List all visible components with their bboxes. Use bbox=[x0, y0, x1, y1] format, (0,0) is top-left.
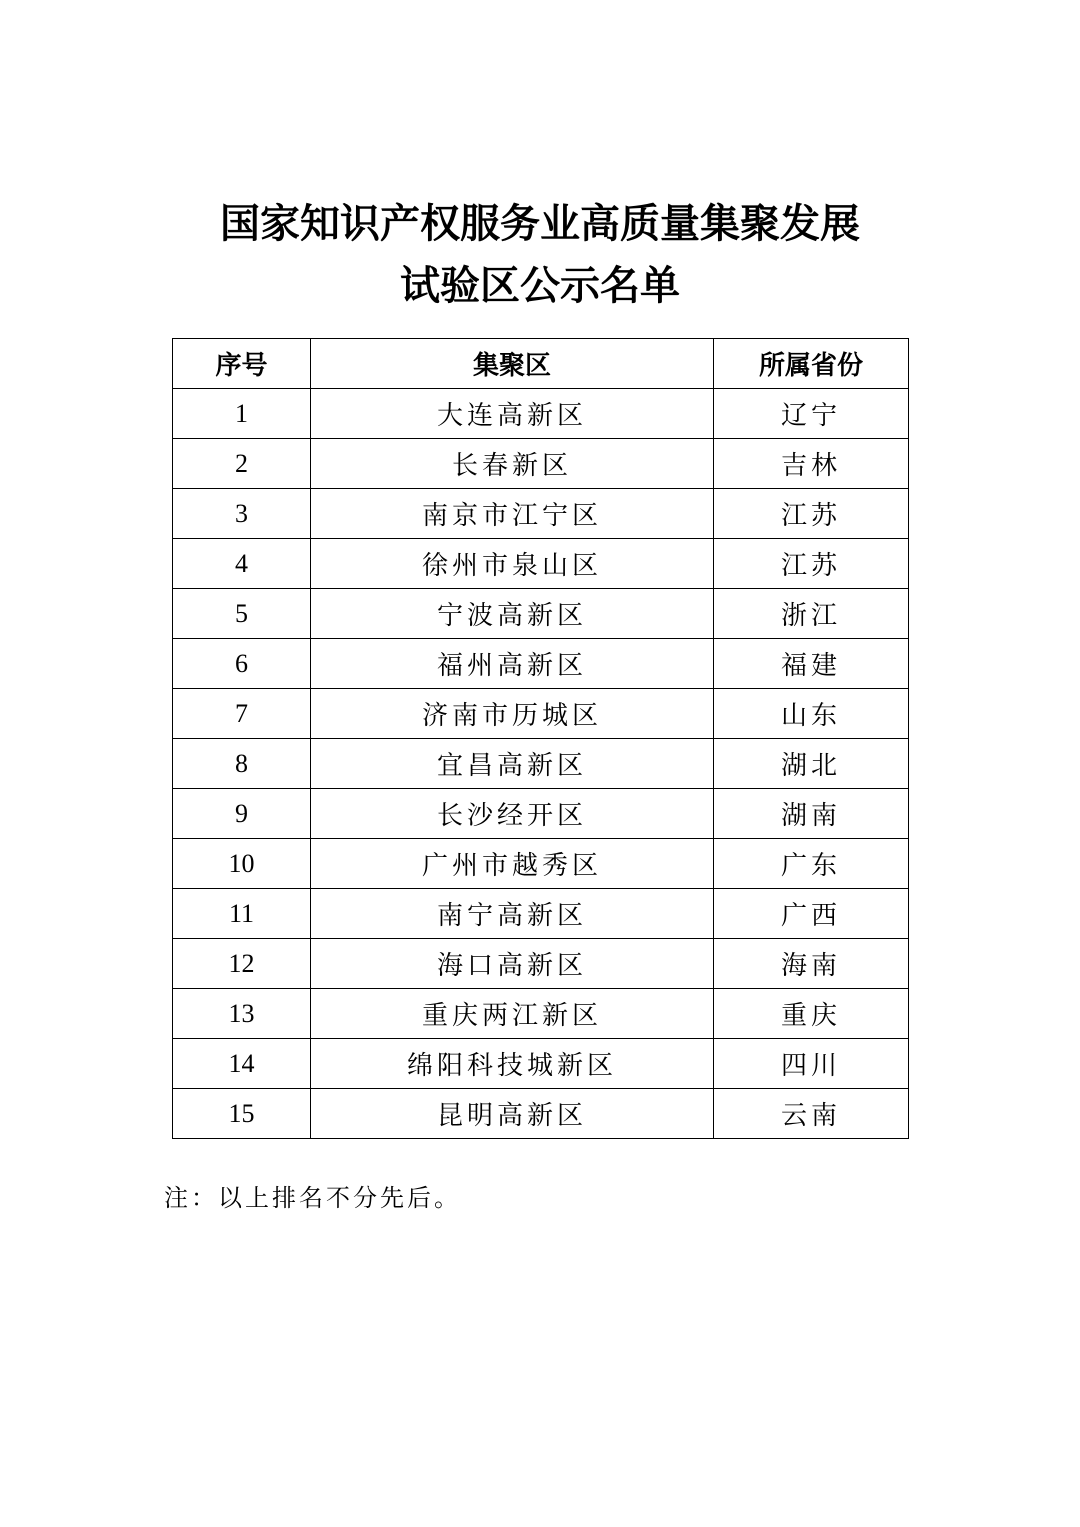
cell-zone: 海口高新区 bbox=[311, 939, 714, 989]
cell-seq: 11 bbox=[173, 889, 311, 939]
table-row bbox=[173, 1039, 909, 1089]
cell-seq: 7 bbox=[173, 689, 311, 739]
cell-province: 江苏 bbox=[714, 539, 909, 589]
document-title-line-1: 国家知识产权服务业高质量集聚发展 bbox=[220, 200, 860, 247]
cell-zone: 广州市越秀区 bbox=[311, 839, 714, 889]
cell-province: 四川 bbox=[714, 1039, 909, 1089]
cell-province: 广西 bbox=[714, 889, 909, 939]
cell-province: 浙江 bbox=[714, 589, 909, 639]
cell-province: 重庆 bbox=[714, 989, 909, 1039]
zone-list-table bbox=[172, 338, 909, 1139]
cell-zone: 重庆两江新区 bbox=[311, 989, 714, 1039]
table-row bbox=[173, 489, 909, 539]
cell-zone: 福州高新区 bbox=[311, 639, 714, 689]
cell-zone: 大连高新区 bbox=[311, 389, 714, 439]
cell-seq: 4 bbox=[173, 539, 311, 589]
header-seq: 序号 bbox=[173, 339, 311, 389]
cell-seq: 9 bbox=[173, 789, 311, 839]
cell-zone: 济南市历城区 bbox=[311, 689, 714, 739]
header-province: 所属省份 bbox=[714, 339, 909, 389]
cell-seq: 1 bbox=[173, 389, 311, 439]
footnote: 注：以上排名不分先后。 bbox=[164, 1184, 461, 1212]
table-row bbox=[173, 839, 909, 889]
cell-province: 辽宁 bbox=[714, 389, 909, 439]
cell-province: 福建 bbox=[714, 639, 909, 689]
table-row bbox=[173, 539, 909, 589]
cell-seq: 15 bbox=[173, 1089, 311, 1139]
cell-province: 江苏 bbox=[714, 489, 909, 539]
cell-seq: 10 bbox=[173, 839, 311, 889]
cell-zone: 昆明高新区 bbox=[311, 1089, 714, 1139]
table-row bbox=[173, 389, 909, 439]
cell-zone: 宜昌高新区 bbox=[311, 739, 714, 789]
cell-seq: 8 bbox=[173, 739, 311, 789]
cell-province: 湖南 bbox=[714, 789, 909, 839]
cell-zone: 长春新区 bbox=[311, 439, 714, 489]
document-title-line-2: 试验区公示名单 bbox=[400, 262, 680, 309]
cell-zone: 绵阳科技城新区 bbox=[311, 1039, 714, 1089]
cell-seq: 14 bbox=[173, 1039, 311, 1089]
cell-province: 云南 bbox=[714, 1089, 909, 1139]
cell-seq: 2 bbox=[173, 439, 311, 489]
cell-zone: 南京市江宁区 bbox=[311, 489, 714, 539]
cell-seq: 3 bbox=[173, 489, 311, 539]
table-row bbox=[173, 1089, 909, 1139]
cell-province: 广东 bbox=[714, 839, 909, 889]
table-row bbox=[173, 589, 909, 639]
cell-zone: 长沙经开区 bbox=[311, 789, 714, 839]
table-row bbox=[173, 939, 909, 989]
table-row bbox=[173, 889, 909, 939]
table-row bbox=[173, 739, 909, 789]
cell-zone: 南宁高新区 bbox=[311, 889, 714, 939]
table-row bbox=[173, 689, 909, 739]
cell-province: 湖北 bbox=[714, 739, 909, 789]
table-row bbox=[173, 989, 909, 1039]
cell-seq: 13 bbox=[173, 989, 311, 1039]
cell-seq: 12 bbox=[173, 939, 311, 989]
cell-seq: 6 bbox=[173, 639, 311, 689]
cell-province: 海南 bbox=[714, 939, 909, 989]
cell-zone: 宁波高新区 bbox=[311, 589, 714, 639]
table-row bbox=[173, 639, 909, 689]
table-row bbox=[173, 789, 909, 839]
cell-province: 山东 bbox=[714, 689, 909, 739]
cell-province: 吉林 bbox=[714, 439, 909, 489]
cell-seq: 5 bbox=[173, 589, 311, 639]
table-row bbox=[173, 439, 909, 489]
table-header-row bbox=[173, 339, 909, 389]
cell-zone: 徐州市泉山区 bbox=[311, 539, 714, 589]
header-zone: 集聚区 bbox=[311, 339, 714, 389]
